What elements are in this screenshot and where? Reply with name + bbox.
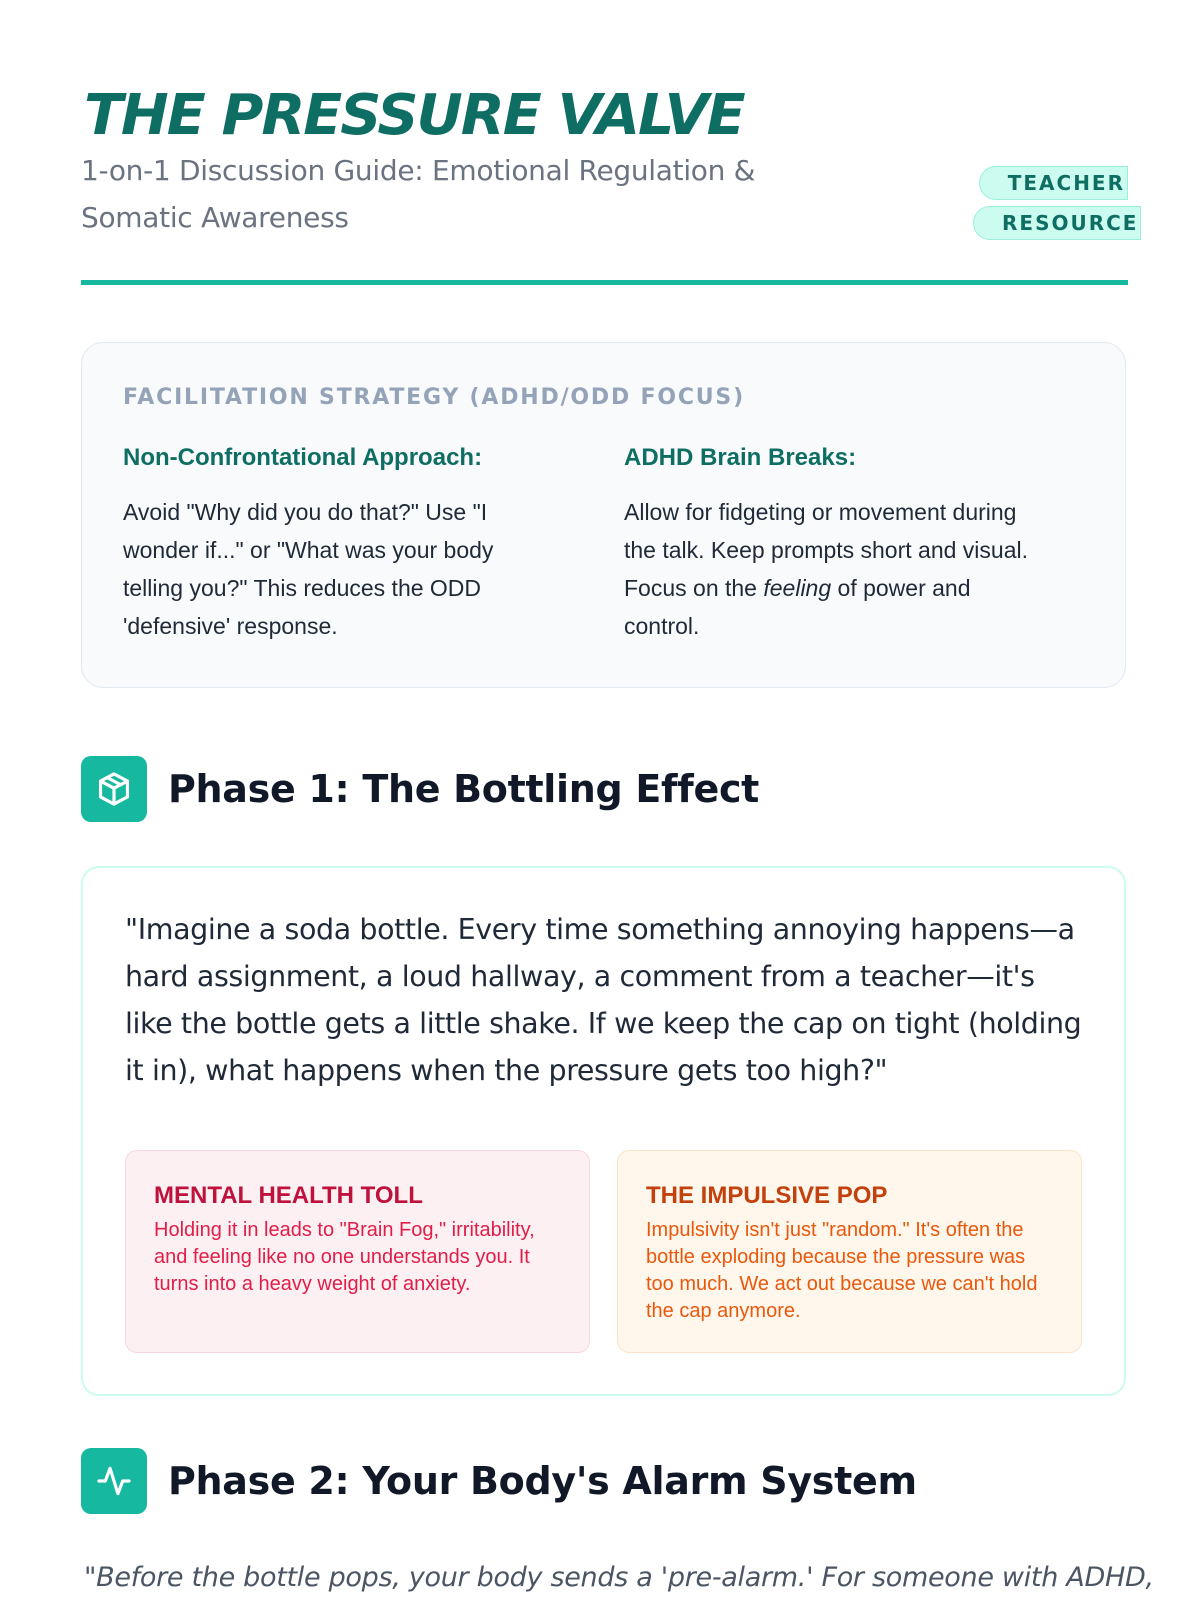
facilitation-strategy-box — [81, 342, 1126, 688]
pulse-icon — [81, 1448, 147, 1514]
phase-1-card — [81, 866, 1126, 1396]
page-title: THE PRESSURE VALVE — [84, 83, 744, 148]
phase-2-title: Phase 2: Your Body's Alarm System — [168, 1459, 917, 1503]
non-confrontational-column — [123, 443, 543, 645]
facilitation-heading: FACILITATION STRATEGY (ADHD/ODD FOCUS) — [123, 385, 745, 410]
header-divider — [81, 280, 1128, 285]
header — [81, 0, 1139, 290]
cube-icon — [81, 756, 147, 822]
impulsive-pop-card — [617, 1150, 1082, 1353]
non-confrontational-text: Avoid "Why did you do that?" Use "I wonder if..." or "What was your body telling you?" This reduces the ODD 'defensive' response. — [123, 499, 494, 639]
page-subtitle: 1-on-1 Discussion Guide: Emotional Regulation & Somatic Awareness — [81, 154, 756, 234]
phase-1-header — [81, 756, 1081, 822]
pre-alarm-prompt: "Before the bottle pops, your body sends a 'pre-alarm.' For someone with ADHD, — [84, 1562, 1154, 1593]
brain-breaks-text-start: Allow for fidgeting or movement during the talk. Keep prompts short and visual. Focus on the — [624, 499, 1028, 601]
teacher-resource-badge — [973, 163, 1139, 243]
brain-breaks-text — [624, 493, 1044, 645]
brain-breaks-column — [624, 443, 1044, 645]
brain-breaks-emphasis: feeling — [763, 575, 832, 601]
mental-health-toll-title: MENTAL HEALTH TOLL — [154, 1182, 423, 1209]
phase-1-title: Phase 1: The Bottling Effect — [168, 767, 760, 811]
brain-breaks-text-end: of power and control. — [624, 575, 971, 639]
brain-breaks-title: ADHD Brain Breaks: — [624, 444, 857, 471]
mental-health-toll-text: Holding it in leads to "Brain Fog," irritability, and feeling like no one understands you. It turns into a heavy weight of anxiety. — [154, 1219, 535, 1295]
guide-page — [81, 0, 1154, 1593]
badge-label: TEACHER RESOURCE — [973, 166, 1141, 240]
impulsive-pop-title: THE IMPULSIVE POP — [646, 1182, 888, 1209]
mental-health-toll-card — [125, 1150, 590, 1353]
phase-2-header — [81, 1448, 1081, 1514]
non-confrontational-title: Non-Confrontational Approach: — [123, 444, 483, 471]
soda-bottle-prompt: "Imagine a soda bottle. Every time something annoying happens—a hard assignment, a loud hallway, a comment from a teacher—it's like the bottle gets a little shake. If we keep the cap on tight (holding it in), what happens when the pressure gets too high?" — [125, 913, 1082, 1087]
impulsive-pop-text: Impulsivity isn't just "random." It's often the bottle exploding because the pressure was too much. We act out because we can't hold the cap anymore. — [646, 1219, 1038, 1322]
